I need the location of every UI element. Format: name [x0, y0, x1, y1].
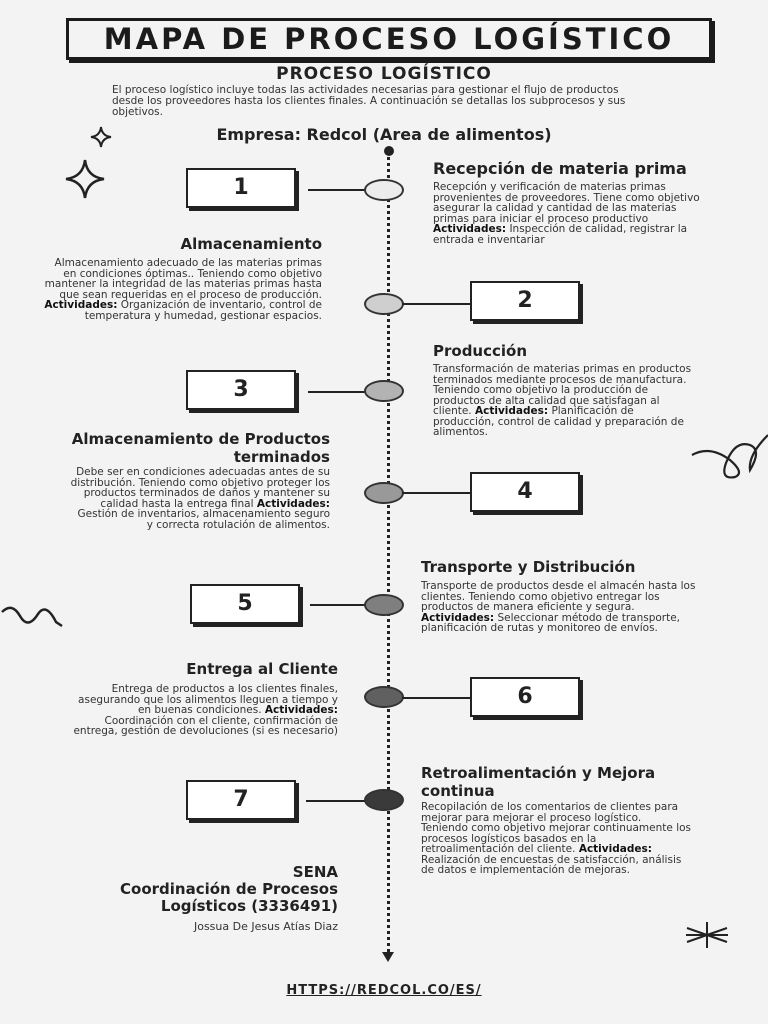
step-2-title: Almacenamiento — [180, 235, 322, 253]
step-4-number-box: 4 — [470, 472, 580, 512]
step-3-number-box: 3 — [186, 370, 296, 410]
step-3-desc-text: Transformación de materias primas en productos terminados mediante procesos de manufactura. Teniendo como objetivo la producción de productos de alta calidad que satisfagan al cliente. — [433, 363, 692, 417]
footer-link[interactable]: HTTPS://REDCOL.CO/ES/ — [286, 983, 482, 998]
step-1-desc-text: Recepción y verificación de materias primas provenientes de proveedores. Tiene como objetivo asegurar la calidad y cantidad de las materias primas para iniciar el proceso productivo — [433, 181, 700, 225]
wave-doodle-icon — [0, 600, 64, 634]
step-7-desc-text: Recopilación de los comentarios de clientes para mejorar para mejorar el proceso logístico. Teniendo como objetivo mejorar continuamente los procesos logísticos basados en la retroalimentación del cliente. — [421, 801, 692, 855]
step-7-number-box: 7 — [186, 780, 296, 820]
step-5-node — [364, 594, 404, 616]
step-6-node — [364, 686, 404, 708]
footer-author: Jossua De Jesus Atías Diaz — [193, 920, 338, 933]
step-1-activities: Inspección de calidad, registrar la entrada e inventariar — [433, 223, 688, 246]
page-title: MAPA DE PROCESO LOGÍSTICO — [66, 18, 712, 60]
step-4-activities: Gestión de inventarios, almacenamiento seguro y correcta rotulación de alimentos. — [77, 508, 330, 531]
step-3-activities: Planificación de producción, control de calidad y preparación de alimentos. — [433, 405, 684, 438]
step-7-node — [364, 789, 404, 811]
step-5-activities-label: Actividades: — [421, 611, 495, 624]
step-3-connector — [308, 391, 368, 393]
step-6-activities-label: Actividades: — [264, 704, 338, 716]
step-1-number-box: 1 — [186, 168, 296, 208]
timeline-arrow-icon — [382, 952, 394, 962]
step-6-connector — [402, 697, 470, 699]
step-4-desc-text: Debe ser en condiciones adecuadas antes de su distribución. Teniendo como objetivo proteger los productos terminados de daños y mantener su calidad hasta la entrega final — [70, 466, 330, 510]
step-4-connector — [402, 492, 470, 494]
step-5-activities: Seleccionar método de transporte, planificación de rutas y monitoreo de envíos. — [421, 611, 681, 634]
step-5-description — [421, 581, 696, 634]
step-3-title: Producción — [433, 342, 528, 360]
step-5-number-box: 5 — [190, 584, 300, 624]
step-5-desc-text: Transporte de productos desde el almacén hasta los clientes. Teniendo como objetivo entregar los productos de manera eficiente y segura. — [421, 580, 696, 613]
intro-text: El proceso logístico incluye todas las actividades necesarias para gestionar el flujo de productos desde los proveedores hasta los clientes finales. A continuación se detallas los subprocesos y sus objetivos. — [112, 84, 626, 118]
step-6-title: Entrega al Cliente — [186, 660, 338, 678]
timeline-line — [387, 150, 390, 958]
step-2-number-box: 2 — [470, 281, 580, 321]
step-1-node — [364, 179, 404, 201]
step-6-number-box: 6 — [470, 677, 580, 717]
step-4-node — [364, 482, 404, 504]
step-4-description — [68, 467, 330, 530]
step-1-activities-label: Actividades: — [433, 223, 507, 235]
loop-doodle-icon — [690, 425, 768, 485]
step-7-activities-label: Actividades: — [578, 843, 652, 855]
step-7-title: Retroalimentación y Mejora continua — [421, 764, 656, 800]
sparkle-icon-large — [64, 158, 106, 200]
footer-org: SENA — [292, 863, 338, 881]
step-2-connector — [402, 303, 470, 305]
step-1-title: Recepción de materia prima — [433, 159, 687, 178]
step-6-desc-text: Entrega de productos a los clientes finales, asegurando que los alimentos lleguen a tiempo y en buenas condiciones. — [78, 683, 338, 716]
step-3-description — [433, 364, 695, 438]
company-label: Empresa: Redcol (Area de alimentos) — [216, 125, 552, 144]
step-4-activities-label: Actividades: — [256, 497, 330, 510]
step-2-activities: Organización de inventario, control de temperatura y humedad, gestionar espacios. — [84, 299, 322, 322]
step-7-description — [421, 802, 691, 876]
step-3-activities-label: Actividades: — [474, 405, 549, 417]
subtitle: PROCESO LOGÍSTICO — [276, 64, 492, 84]
asterisk-icon — [684, 920, 730, 950]
step-1-connector — [308, 189, 368, 191]
step-2-activities-label: Actividades: — [44, 299, 118, 311]
step-2-description — [40, 258, 322, 321]
footer-program: Coordinación de Procesos Logísticos (3336491) — [120, 880, 338, 915]
step-6-activities: Coordinación con el cliente, confirmación de entrega, gestión de devoluciones (si es necesario) — [73, 714, 338, 737]
step-2-node — [364, 293, 404, 315]
step-5-title: Transporte y Distribución — [421, 558, 636, 576]
sparkle-icon-small — [90, 126, 112, 148]
step-1-description — [433, 182, 713, 245]
step-7-connector — [306, 800, 368, 802]
step-3-node — [364, 380, 404, 402]
timeline-start-dot — [384, 146, 394, 156]
step-7-activities: Realización de encuestas de satisfacción, análisis de datos e implementación de mejoras. — [421, 853, 682, 876]
step-4-title: Almacenamiento de Productos terminados — [71, 430, 330, 466]
step-6-description — [68, 684, 338, 737]
step-2-desc-text: Almacenamiento adecuado de las materias primas en condiciones óptimas.. Teniendo como objetivo mantener la integridad de las materias primas hasta que sean requeridas en el proceso de producción. — [44, 257, 322, 301]
step-5-connector — [310, 604, 368, 606]
